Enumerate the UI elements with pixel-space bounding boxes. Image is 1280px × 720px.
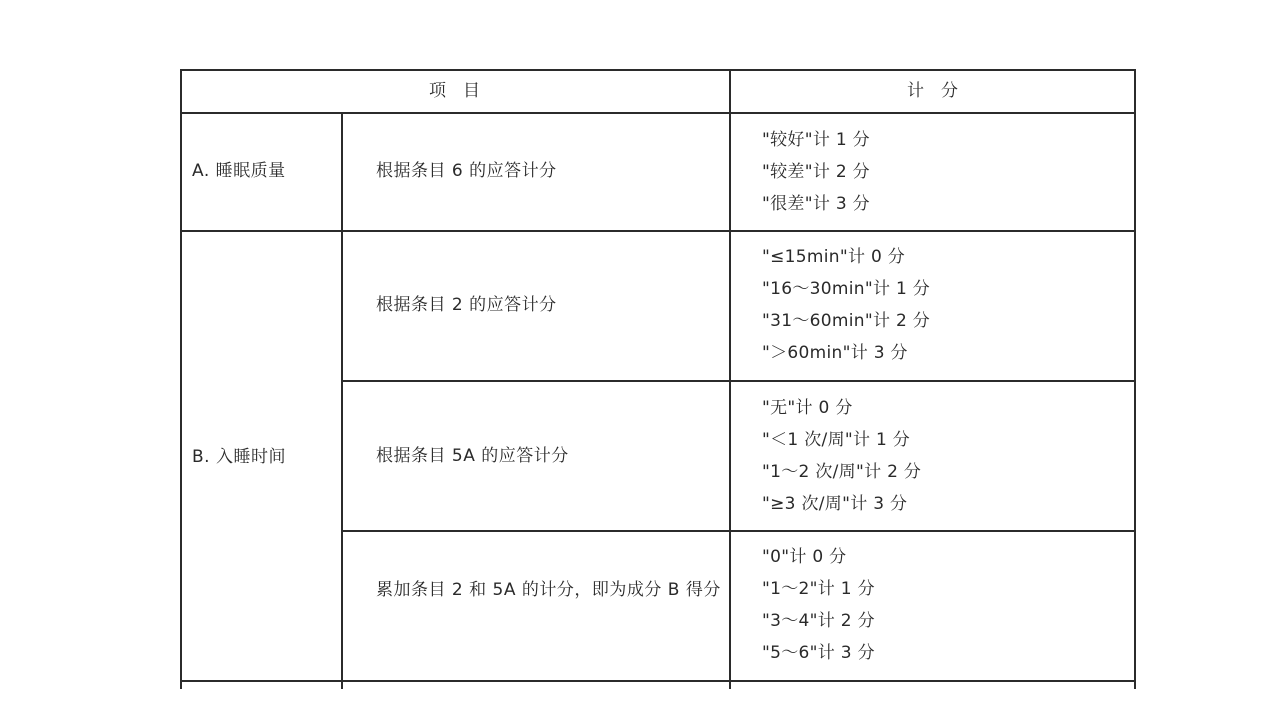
score-line: "0"计 0 分	[762, 547, 847, 567]
score-line: "5～6"计 3 分	[762, 643, 875, 663]
row-b3-scores	[762, 541, 875, 669]
row-b1-item: 根据条目 2 的应答计分	[376, 295, 557, 315]
row-b3-item: 累加条目 2 和 5A 的计分，即为成分 B 得分	[376, 580, 721, 600]
header-item: 项 目	[429, 81, 480, 101]
score-line: "31～60min"计 2 分	[762, 311, 931, 331]
scoring-table	[180, 69, 1136, 689]
score-line: "≤15min"计 0 分	[762, 247, 906, 267]
score-line: "很差"计 3 分	[762, 194, 870, 214]
row-a-item: 根据条目 6 的应答计分	[376, 161, 557, 181]
score-line: "无"计 0 分	[762, 398, 853, 418]
score-line: "1～2"计 1 分	[762, 579, 875, 599]
category-b-label: B. 入睡时间	[192, 447, 286, 467]
score-line: "＞60min"计 3 分	[762, 343, 908, 363]
score-line: "＜1 次/周"计 1 分	[762, 430, 911, 450]
category-divider	[341, 113, 343, 689]
score-line: "≥3 次/周"计 3 分	[762, 494, 908, 514]
row-b3-bottom-border	[180, 680, 1136, 682]
table-left-border	[180, 69, 182, 689]
table-right-border	[1134, 69, 1136, 689]
score-line: "较好"计 1 分	[762, 130, 870, 150]
table-top-border	[180, 69, 1136, 71]
row-b2-scores	[762, 392, 921, 520]
score-line: "16～30min"计 1 分	[762, 279, 931, 299]
row-a-bottom-border	[180, 230, 1136, 232]
score-divider	[729, 69, 731, 689]
score-line: "较差"计 2 分	[762, 162, 870, 182]
header-score: 计 分	[907, 81, 958, 101]
header-bottom-border	[180, 112, 1136, 114]
row-b1-scores	[762, 241, 930, 369]
category-a-label: A. 睡眠质量	[192, 161, 286, 181]
score-line: "1～2 次/周"计 2 分	[762, 462, 922, 482]
row-b2-item: 根据条目 5A 的应答计分	[376, 446, 569, 466]
row-a-scores	[762, 124, 870, 220]
score-line: "3～4"计 2 分	[762, 611, 875, 631]
row-b2-bottom-border	[341, 530, 1136, 532]
row-b1-bottom-border	[341, 380, 1136, 382]
